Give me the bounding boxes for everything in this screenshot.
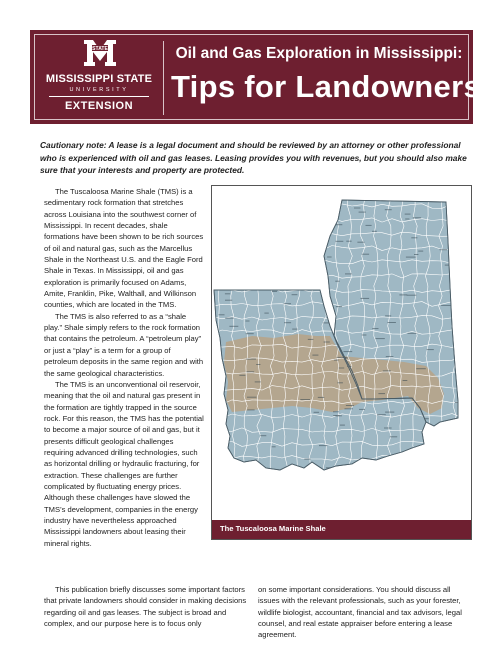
county-label-mark bbox=[292, 220, 296, 221]
county-label-mark bbox=[416, 368, 426, 369]
county-label-mark bbox=[240, 222, 249, 223]
county-label-mark bbox=[225, 293, 230, 294]
county-label-mark bbox=[283, 202, 288, 203]
county-label-mark bbox=[346, 241, 351, 242]
county-label-mark bbox=[318, 397, 325, 398]
county-label-mark bbox=[229, 326, 238, 327]
county-label-mark bbox=[306, 245, 316, 246]
county-label-mark bbox=[260, 435, 266, 436]
county-label-mark bbox=[411, 237, 417, 238]
county-label-mark bbox=[390, 436, 397, 437]
county-label-mark bbox=[286, 242, 295, 243]
map-caption: The Tuscaloosa Marine Shale bbox=[220, 524, 326, 533]
county-label-mark bbox=[418, 251, 423, 252]
article-bottom-left: This publication briefly discusses some important factors that private landowners should consider in making decisions regarding oil and gas leases. The subject is broad and complex, and our purpose here is to focus only bbox=[44, 585, 247, 629]
county-label-mark bbox=[377, 414, 386, 415]
logo-extension-word: EXTENSION bbox=[64, 100, 134, 112]
county-label-mark bbox=[451, 431, 455, 432]
article-bottom-right: on some important considerations. You should discuss all issues with the relevant professionals, such as your forester, wildlife biologist, accountant, financial and tax advisors, legal counsel, and real estate appraiser before entering a lease agreement. bbox=[258, 585, 462, 640]
county-label-mark bbox=[333, 224, 343, 225]
county-label-mark bbox=[340, 425, 345, 426]
county-label-mark bbox=[308, 339, 314, 340]
county-label-mark bbox=[256, 364, 260, 365]
county-label-mark bbox=[404, 463, 410, 464]
county-label-mark bbox=[220, 372, 225, 373]
county-label-mark bbox=[254, 251, 263, 252]
county-label-mark bbox=[225, 318, 234, 319]
county-label-mark bbox=[300, 399, 310, 400]
county-label-mark bbox=[357, 242, 364, 243]
county-label-mark bbox=[272, 446, 276, 447]
county-label-mark bbox=[345, 273, 352, 274]
county-label-mark bbox=[362, 335, 367, 336]
county-label-mark bbox=[354, 208, 360, 209]
county-label-mark bbox=[273, 235, 283, 236]
county-label-mark bbox=[224, 243, 232, 244]
banner-frame bbox=[34, 34, 481, 120]
county-label-mark bbox=[346, 405, 354, 406]
county-label-mark bbox=[408, 333, 417, 334]
county-label-mark bbox=[386, 356, 394, 357]
county-label-mark bbox=[239, 375, 245, 376]
article-column-left bbox=[44, 186, 204, 549]
county-label-mark bbox=[284, 303, 291, 304]
county-label-mark bbox=[405, 219, 409, 220]
county-label-mark bbox=[245, 321, 249, 322]
county-label-mark bbox=[405, 214, 411, 215]
county-label-mark bbox=[229, 220, 239, 221]
county-label-mark bbox=[385, 209, 392, 210]
county-label-mark bbox=[272, 291, 277, 292]
caution-label: Cautionary note: bbox=[40, 140, 107, 150]
county-label-mark bbox=[335, 281, 339, 282]
county-label-mark bbox=[376, 338, 385, 339]
county-label-mark bbox=[233, 210, 241, 211]
county-label-mark bbox=[407, 295, 417, 296]
county-border-line bbox=[465, 186, 470, 486]
county-label-mark bbox=[336, 306, 342, 307]
county-label-mark bbox=[399, 294, 407, 295]
county-label-mark bbox=[406, 257, 416, 258]
county-label-mark bbox=[385, 412, 394, 413]
banner-separator bbox=[163, 41, 164, 115]
logo-university-name: MISSISSIPPI STATE bbox=[45, 73, 153, 85]
county-label-mark bbox=[389, 466, 396, 467]
page-subtitle: Oil and Gas Exploration in Mississippi: bbox=[175, 45, 463, 62]
logo-divider bbox=[49, 96, 149, 97]
county-label-mark bbox=[327, 257, 332, 258]
county-label-mark bbox=[384, 428, 392, 429]
county-label-mark bbox=[314, 412, 320, 413]
county-label-mark bbox=[383, 370, 391, 371]
county-label-mark bbox=[345, 408, 353, 409]
county-label-mark bbox=[337, 382, 343, 383]
county-label-mark bbox=[326, 306, 330, 307]
county-label-mark bbox=[414, 254, 418, 255]
county-label-mark bbox=[378, 393, 385, 394]
county-label-mark bbox=[256, 242, 262, 243]
county-label-mark bbox=[372, 231, 377, 232]
county-label-mark bbox=[264, 313, 268, 314]
body-paragraph: The TMS is also referred to as a “shale play.” Shale simply refers to the rock formation that contains the petroleum. A “petroleum play” or just a “play” is a term for a group of petroleum deposits in the same region and with the same geological characteristics. bbox=[44, 311, 204, 378]
county-label-mark bbox=[292, 329, 297, 330]
county-label-mark bbox=[304, 459, 310, 460]
county-label-mark bbox=[359, 212, 366, 213]
caution-text: A lease is a legal document and should be reviewed by an attorney or other professional who is experienced with oil and gas leases. Leasing provides you with revenues, but you should also make sure that your interests and property are protected. bbox=[40, 140, 467, 176]
county-label-mark bbox=[415, 467, 424, 468]
county-label-mark bbox=[247, 397, 257, 398]
county-label-mark bbox=[219, 314, 225, 315]
county-label-mark bbox=[246, 371, 254, 372]
county-label-mark bbox=[324, 342, 330, 343]
cautionary-note bbox=[40, 139, 468, 177]
header-banner bbox=[30, 30, 481, 124]
county-label-mark bbox=[336, 241, 344, 242]
logo-seal-text: STATE bbox=[92, 46, 108, 52]
county-label-mark bbox=[427, 436, 434, 437]
county-label-mark bbox=[359, 409, 365, 410]
county-label-mark bbox=[343, 351, 352, 352]
county-label-mark bbox=[413, 217, 421, 218]
county-label-mark bbox=[281, 207, 290, 208]
county-label-mark bbox=[366, 225, 372, 226]
county-label-mark bbox=[292, 294, 298, 295]
county-label-mark bbox=[284, 322, 291, 323]
county-label-mark bbox=[362, 254, 369, 255]
county-label-mark bbox=[246, 333, 254, 334]
county-label-mark bbox=[319, 445, 327, 446]
county-label-mark bbox=[247, 409, 254, 410]
msu-m-logo-icon bbox=[83, 39, 117, 67]
county-label-mark bbox=[372, 328, 378, 329]
county-label-mark bbox=[283, 271, 292, 272]
county-label-mark bbox=[440, 249, 448, 250]
county-label-mark bbox=[312, 355, 318, 356]
county-label-mark bbox=[442, 462, 448, 463]
county-label-mark bbox=[361, 298, 370, 299]
county-label-mark bbox=[246, 359, 256, 360]
county-label-mark bbox=[318, 235, 324, 236]
county-label-mark bbox=[455, 402, 465, 403]
county-label-mark bbox=[333, 415, 339, 416]
county-label-mark bbox=[427, 349, 434, 350]
tms-map-figure bbox=[211, 185, 472, 540]
page-title: Tips for Landowners bbox=[171, 69, 481, 104]
county-label-mark bbox=[441, 305, 451, 306]
county-label-mark bbox=[255, 381, 261, 382]
county-label-mark bbox=[251, 246, 256, 247]
county-label-mark bbox=[457, 210, 466, 211]
county-label-mark bbox=[334, 360, 339, 361]
map-caption-bar bbox=[212, 520, 471, 539]
county-label-mark bbox=[403, 380, 408, 381]
county-label-mark bbox=[333, 411, 339, 412]
body-paragraph: The TMS is an unconventional oil reservoir, meaning that the oil and natural gas present in the formation are tightly trapped in the source rock. For this reason, the TMS has the potential to become a major source of oil and gas, but it presents difficult geological challenges requiring advanced drilling technologies, such as horizontal drilling or hydraulic fracturing, for extraction. These challenges are further complicated by fluctuating energy prices. Although these challenges have slowed the TMS’s development, companies in the energy industry have nevertheless approached Mississippi landowners about leasing their mineral rights. bbox=[44, 379, 204, 548]
logo-university-word: UNIVERSITY bbox=[69, 87, 129, 93]
county-label-mark bbox=[385, 315, 391, 316]
county-label-mark bbox=[388, 322, 396, 323]
body-paragraph: The Tuscaloosa Marine Shale (TMS) is a sedimentary rock formation that stretches across Louisiana into the southwest corner of Mississippi. In recent decades, shale formations have been shown to be rich sources of oil and natural gas, such as the Marcellus Shale in the Northeast U.S. and the Eagle Ford Shale in Texas. In Mississippi, oil and gas exploration is primarily focused on Adams, Amite, Franklin, Pike, Walthall, and Wilkinson counties, which are located in the TMS. bbox=[44, 187, 204, 310]
county-label-mark bbox=[279, 229, 283, 230]
county-label-mark bbox=[308, 271, 314, 272]
msu-extension-logo bbox=[35, 35, 163, 121]
county-border-line bbox=[212, 470, 462, 475]
county-label-mark bbox=[456, 453, 463, 454]
county-label-mark bbox=[225, 300, 232, 301]
county-label-mark bbox=[283, 252, 293, 253]
county-label-mark bbox=[339, 368, 345, 369]
louisiana-mississippi-county-map bbox=[212, 186, 471, 520]
county-label-mark bbox=[223, 466, 229, 467]
